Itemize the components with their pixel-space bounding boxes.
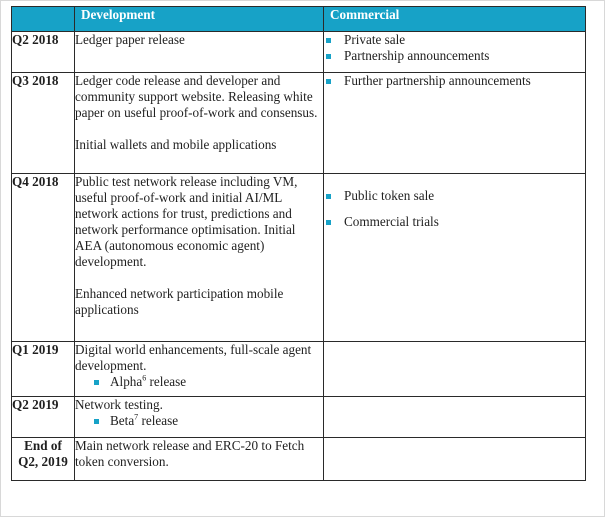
development-text: Public test network release including VM, useful proof-of-work and initial AI/ML network actions for trust, predictions and network performance optimisation. Initial AEA (autonomous economic agent) development. [75, 174, 298, 269]
footnote-marker: 7 [134, 412, 139, 422]
header-development: Development [75, 7, 324, 32]
period-cell [12, 438, 75, 481]
roadmap-table [11, 6, 586, 481]
table-row [12, 73, 586, 174]
development-text: Ledger paper release [75, 32, 185, 47]
release-name: Beta [110, 413, 135, 428]
commercial-cell [324, 397, 586, 438]
commercial-cell [324, 342, 586, 397]
table-row [12, 342, 586, 397]
development-text: Main network release and ERC-20 to Fetch token conversion. [75, 438, 305, 469]
list-item: Public token sale [324, 188, 585, 204]
header-row [12, 7, 586, 32]
commercial-cell [324, 32, 586, 73]
commercial-cell [324, 174, 586, 342]
commercial-list [324, 32, 585, 64]
list-item: Further partnership announcements [324, 73, 585, 89]
commercial-list [324, 188, 585, 230]
development-cell [75, 342, 324, 397]
period-cell: Q2 2019 [12, 397, 75, 438]
development-sublist [92, 374, 323, 390]
development-cell [75, 397, 324, 438]
list-item: Private sale [324, 32, 585, 48]
header-period-cell [12, 7, 75, 32]
period-cell: Q3 2018 [12, 73, 75, 174]
development-text: Enhanced network participation mobile applications [75, 286, 284, 317]
development-cell [75, 174, 324, 342]
table-row [12, 397, 586, 438]
table-row [12, 438, 586, 481]
list-item: Partnership announcements [324, 48, 585, 64]
list-item: Commercial trials [324, 214, 585, 230]
development-text: Ledger code release and developer and community support website. Releasing white paper on useful proof-of-work and consensus. [75, 73, 318, 120]
commercial-cell [324, 73, 586, 174]
table-row [12, 174, 586, 342]
period-cell: Q2 2018 [12, 32, 75, 73]
list-item [92, 374, 323, 390]
period-cell: Q4 2018 [12, 174, 75, 342]
release-suffix: release [146, 374, 187, 389]
commercial-cell [324, 438, 586, 481]
commercial-list [324, 73, 585, 89]
period-line: Q2, 2019 [18, 454, 68, 469]
development-text: Network testing. [75, 397, 163, 412]
development-cell [75, 73, 324, 174]
header-commercial: Commercial [324, 7, 586, 32]
development-cell [75, 438, 324, 481]
release-suffix: release [138, 413, 179, 428]
development-cell [75, 32, 324, 73]
footnote-marker: 6 [142, 373, 147, 383]
period-line: End of [24, 438, 62, 453]
period-cell: Q1 2019 [12, 342, 75, 397]
release-name: Alpha [110, 374, 143, 389]
development-sublist [92, 413, 323, 429]
table-row [12, 32, 586, 73]
development-text: Initial wallets and mobile applications [75, 137, 277, 152]
list-item [92, 413, 323, 429]
development-text: Digital world enhancements, full-scale agent development. [75, 342, 312, 373]
